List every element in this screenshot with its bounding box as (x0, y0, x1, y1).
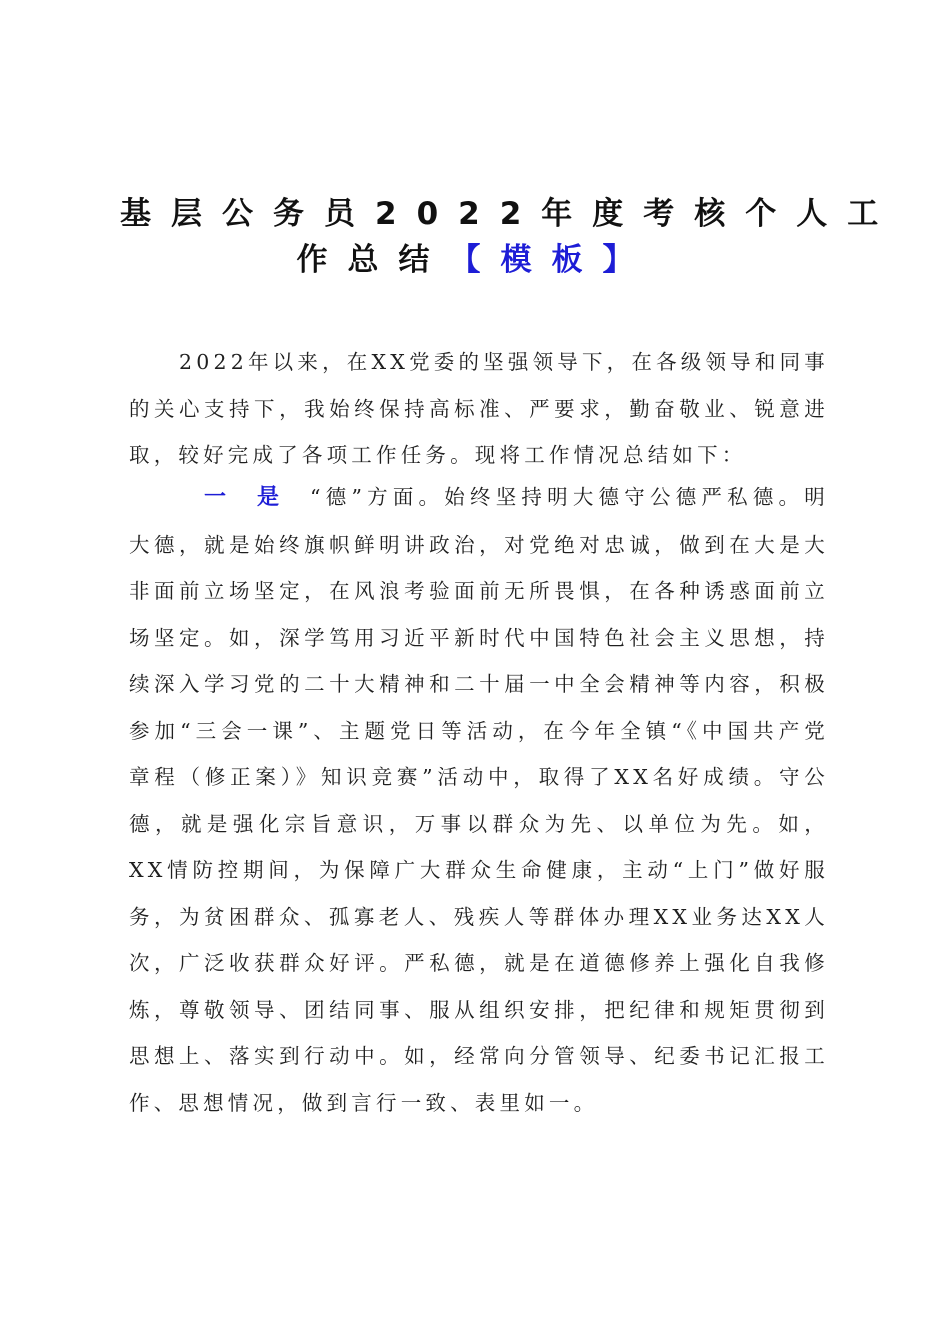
section-one-text: “德”方面。始终坚持明大德守公德严私德。明大德，就是始终旗帜鲜明讲政治，对党绝对忠诚，做到在大是大非面前立场坚定，在风浪考验面前无所畏惧，在各种诱惑面前立场坚定。如，深学笃用习近平新时代中国特色社会主义思想，持续深入学习党的二十大精神和二十届一中全会精神等内容，积极参加“三会一课”、主题党日等活动，在今年全镇“《中国共产党章程（修正案）》知识竞赛”活动中，取得了XX名好成绩。守公德，就是强化宗旨意识，万事以群众为先、以单位为先。如，XX情防控期间，为保障广大群众生命健康，主动“上门”做好服务，为贫困群众、孤寡老人、残疾人等群体办理XX业务达XX人次，广泛收获群众好评。严私德，就是在道德修养上强化自我修炼，尊敬领导、团结同事、服从组织安排，把纪律和规矩贯彻到思想上、落实到行动中。如，经常向分管领导、纪委书记汇报工作、思想情况，做到言行一致、表里如一。 (129, 485, 829, 1115)
intro-paragraph-text: 2022年以来，在XX党委的坚强领导下，在各级领导和同事的关心支持下，我始终保持高标准、严要求，勤奋敬业、锐意进取，较好完成了各项工作任务。现将工作情况总结如下： (129, 350, 829, 467)
document-title-line-2 (120, 234, 830, 279)
title-template-tag: 【模板】 (449, 242, 654, 278)
intro-paragraph (129, 339, 829, 479)
title-text-line-2: 作总结 (296, 242, 450, 278)
section-one-paragraph (129, 474, 829, 1126)
document-title-line-1 (120, 188, 899, 233)
title-text-line-1: 基层公务员2022年度考核个人工 (120, 196, 899, 232)
section-one-lead: 一是 (204, 485, 311, 510)
